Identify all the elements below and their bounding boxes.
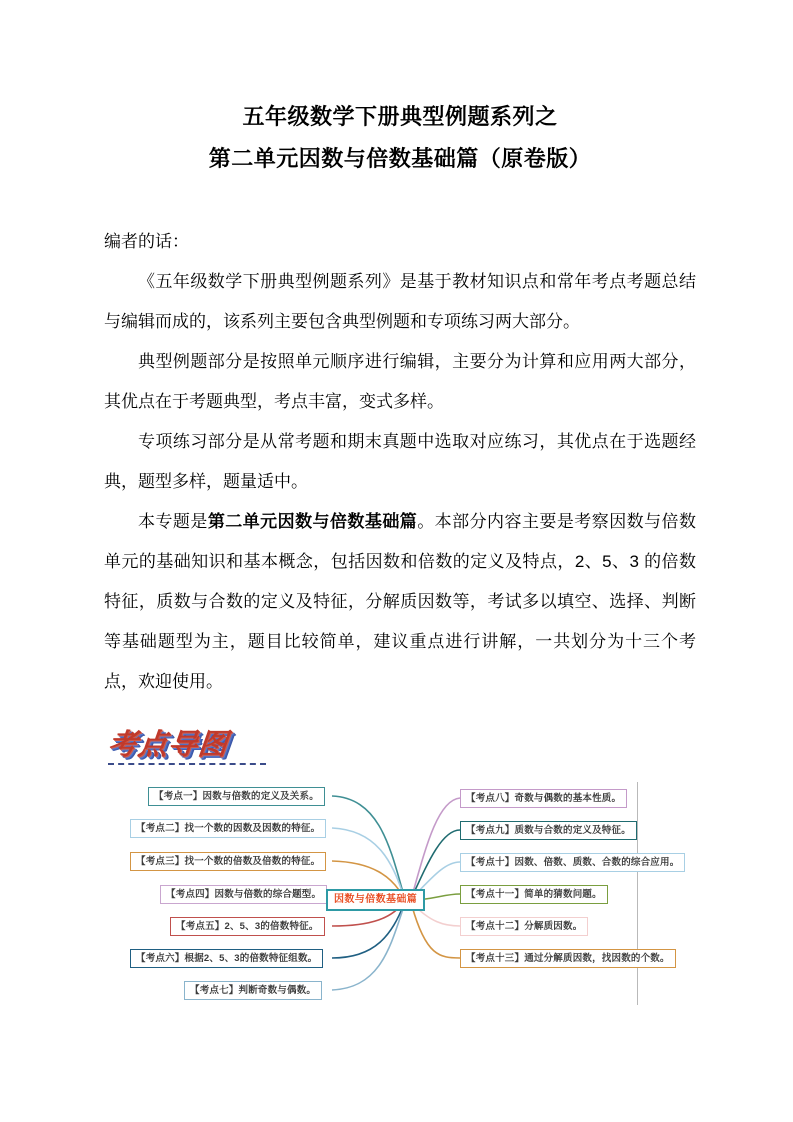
mindmap-node-right-12 [460, 917, 588, 936]
connector-right-13 [412, 906, 460, 958]
mindmap-node-left-3-label: 【考点三】找一个数的倍数及倍数的特征。 [136, 856, 321, 867]
mindmap-node-right-8-label: 【考点八】奇数与偶数的基本性质。 [466, 793, 622, 804]
mindmap-node-left-1-label: 【考点一】因数与倍数的定义及关系。 [154, 791, 319, 802]
mindmap-node-right-13 [460, 949, 676, 968]
paragraph-3: 专项练习部分是从常考题和期末真题中选取对应练习，其优点在于选题经典，题型多样，题量适中。 [104, 432, 696, 491]
mindmap-figure [104, 776, 696, 1011]
connector-left-2 [332, 828, 404, 897]
paragraph-1: 《五年级数学下册典型例题系列》是基于教材知识点和常年考点考题总结与编辑而成的，该系列主要包含典型例题和专项练习两大部分。 [104, 272, 696, 331]
mindmap-node-left-2 [130, 819, 326, 838]
mindmap-node-right-12-label: 【考点十二】分解质因数。 [466, 921, 583, 932]
highlight-bold-topic: 第二单元因数与倍数基础篇 [207, 512, 418, 531]
mindmap-node-right-9-label: 【考点九】质数与合数的定义及特征。 [466, 825, 631, 836]
mindmap-node-right-10-label: 【考点十】因数、倍数、质数、合数的综合应用。 [466, 857, 680, 868]
mindmap-node-left-6-label: 【考点六】根据2、5、3的倍数特征组数。 [136, 953, 318, 964]
editor-note-label: 编者的话： [104, 232, 189, 251]
mindmap-node-right-9 [460, 821, 637, 840]
mindmap-node-left-5 [170, 917, 325, 936]
section-banner-underline [108, 763, 266, 765]
connector-left-1 [332, 796, 404, 896]
mindmap-node-left-3 [130, 852, 326, 871]
mindmap-node-left-1 [148, 787, 325, 806]
mindmap-node-right-13-label: 【考点十三】通过分解质因数，找因数的个数。 [466, 953, 670, 964]
mindmap-node-left-6 [130, 949, 323, 968]
page-title [104, 100, 696, 176]
mindmap-node-left-4 [160, 885, 327, 904]
mindmap-node-left-5-label: 【考点五】2、5、3的倍数特征。 [176, 921, 319, 932]
mindmap-node-left-2-label: 【考点二】找一个数的因数及因数的特征。 [136, 823, 321, 834]
highlight-prefix: 本专题是 [138, 512, 208, 531]
title-line-1: 五年级数学下册典型例题系列之 [242, 104, 558, 129]
mindmap-node-left-7 [184, 981, 322, 1000]
mindmap-node-left-4-label: 【考点四】因数与倍数的综合题型。 [166, 889, 322, 900]
page-content [104, 0, 696, 1011]
mindmap-node-right-10 [460, 853, 685, 872]
mindmap-node-right-11-label: 【考点十一】简单的猜数问题。 [466, 889, 602, 900]
section-banner [104, 728, 696, 768]
mindmap-center-label: 因数与倍数基础篇 [334, 894, 418, 905]
paragraph-highlight [104, 502, 696, 702]
mindmap-node-right-11 [460, 885, 608, 904]
connector-left-7 [332, 906, 404, 990]
section-banner-text: 考点导图 [106, 729, 230, 761]
highlight-suffix: 。本部分内容主要是考察因数与倍数单元的基础知识和基本概念，包括因数和倍数的定义及特点，2、5、3 的倍数特征，质数与合数的定义及特征，分解质因数等，考试多以填空、选择、判断等基础题型为主，题目比较简单，建议重点进行讲解，一共划分为十三个考点，欢迎使用。 [104, 512, 697, 691]
title-line-2: 第二单元因数与倍数基础篇（原卷版） [208, 146, 592, 171]
mindmap-node-right-8 [460, 789, 627, 808]
paragraph-2: 典型例题部分是按照单元顺序进行编辑，主要分为计算和应用两大部分，其优点在于考题典型，考点丰富，变式多样。 [104, 352, 696, 411]
mindmap-node-left-7-label: 【考点七】判断奇数与偶数。 [190, 985, 317, 996]
mindmap-center-node [326, 889, 425, 911]
